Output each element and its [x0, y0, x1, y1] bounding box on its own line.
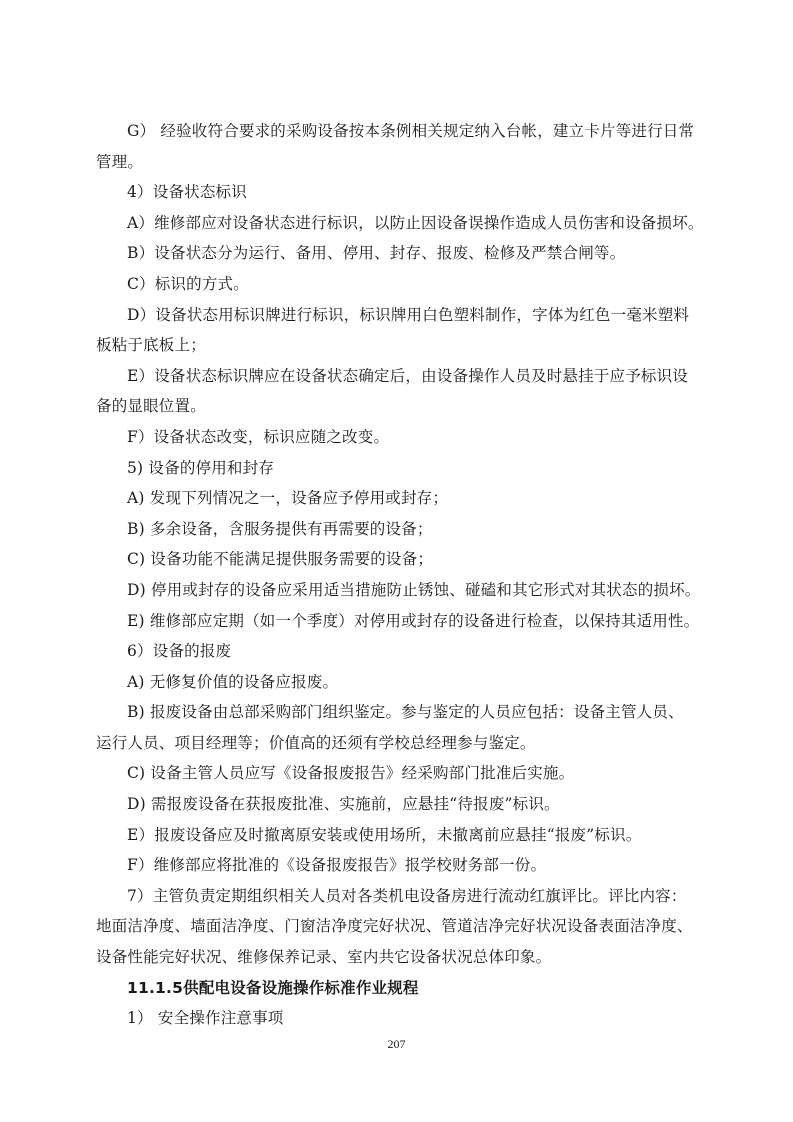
text-line: D) 需报废设备在获报废批准、实施前，应悬挂“待报废”标识。 [127, 795, 560, 814]
page-number: 207 [387, 1037, 406, 1051]
text-line: D）设备状态用标识牌进行标识，标识牌用白色塑料制作，字体为红色一毫米塑料 [127, 305, 690, 324]
text-line: A) 发现下列情况之一，设备应予停用或封存； [127, 489, 449, 508]
text-line: B) 多余设备，含服务提供有再需要的设备； [127, 519, 433, 538]
text-line: F）设备状态改变，标识应随之改变。 [127, 427, 390, 446]
text-line: C) 设备主管人员应写《设备报废报告》经采购部门批准后实施。 [127, 764, 575, 783]
text-line: 5) 设备的停用和封存 [127, 458, 275, 477]
text-line: 6）设备的报废 [127, 642, 232, 661]
text-line: C）标识的方式。 [127, 274, 249, 293]
text-line: 备的显眼位置。 [96, 397, 206, 416]
text-line: F）维修部应将批准的《设备报废报告》报学校财务部一份。 [127, 856, 547, 875]
section-heading: 11.1.5供配电设备设施操作标准作业规程 [127, 978, 419, 997]
sub-item: 1） 安全操作注意事项 [127, 1009, 284, 1028]
text-line: D) 停用或封存的设备应采用适当措施防止锈蚀、碰磕和其它形式对其状态的损坏。 [127, 580, 701, 599]
text-line: B) 报废设备由总部采购部门组织鉴定。参与鉴定的人员应包括：设备主管人员、 [127, 703, 684, 722]
text-line: E) 维修部应定期（如一个季度）对停用或封存的设备进行检查，以保持其适用性。 [127, 611, 700, 630]
text-line: 管理。 [96, 152, 144, 171]
text-line: C) 设备功能不能满足提供服务需要的设备； [127, 550, 434, 569]
text-line: G） 经验收符合要求的采购设备按本条例相关规定纳入台帐，建立卡片等进行日常 [127, 122, 695, 140]
text-line: 7）主管负责定期组织相关人员对各类机电设备房进行流动红旗评比。评比内容： [127, 886, 687, 905]
document-body [96, 116, 706, 1034]
text-line: 板粘于底板上； [96, 336, 206, 355]
text-line: B）设备状态分为运行、备用、停用、封存、报废、检修及严禁合闸等。 [127, 244, 626, 263]
text-line: A) 无修复价值的设备应报废。 [127, 672, 339, 691]
body-lines [96, 116, 706, 973]
text-line: 4）设备状态标识 [127, 183, 247, 202]
text-line: E）设备状态标识牌应在设备状态确定后，由设备操作人员及时悬挂于应予标识设 [127, 366, 689, 385]
text-line: A）维修部应对设备状态进行标识，以防止因设备误操作造成人员伤害和设备损坏。 [127, 213, 704, 232]
text-line: 地面洁净度、墙面洁净度、门窗洁净度完好状况、管道洁净完好状况设备表面洁净度、 [96, 917, 693, 936]
text-line: E）报废设备应及时撤离原安装或使用场所，未撤离前应悬挂“报废”标识。 [127, 825, 642, 844]
text-line: 设备性能完好状况、维修保养记录、室内共它设备状况总体印象。 [96, 948, 552, 967]
text-line: 运行人员、项目经理等；价值高的还须有学校总经理参与鉴定。 [96, 733, 536, 752]
